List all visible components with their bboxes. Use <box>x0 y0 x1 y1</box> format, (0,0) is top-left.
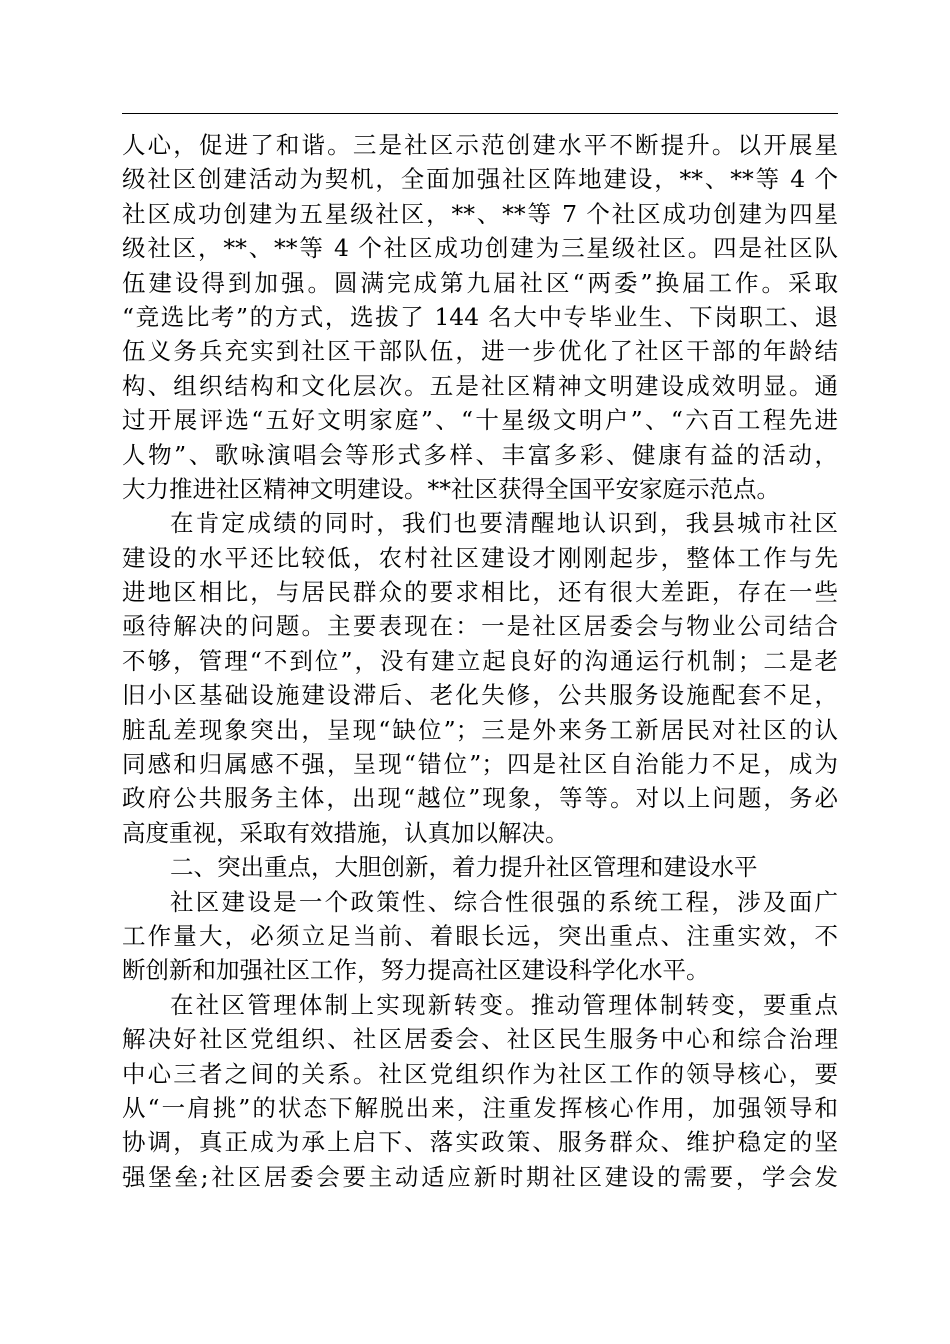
header-rule <box>122 113 838 114</box>
text-line: 从“一肩挑”的状态下解脱出来，注重发挥核心作用，加强领导和 <box>122 1093 838 1122</box>
text-line: 伍义务兵充实到社区干部队伍，进一步优化了社区干部的年龄结 <box>122 337 838 366</box>
text-line: 工作量大，必须立足当前、着眼长远，突出重点、注重实效，不 <box>122 921 838 950</box>
text-line: 建设的水平还比较低，农村社区建设才刚刚起步，整体工作与先 <box>122 543 838 572</box>
text-line: 人物”、歌咏演唱会等形式多样、丰富多彩、健康有益的活动， <box>122 440 838 469</box>
text-line: 旧小区基础设施建设滞后、老化失修，公共服务设施配套不足， <box>122 681 838 710</box>
text-line: 强堡垒;社区居委会要主动适应新时期社区建设的需要，学会发 <box>122 1162 838 1191</box>
text-line: 伍建设得到加强。圆满完成第九届社区“两委”换届工作。采取 <box>122 268 838 297</box>
text-line: 协调，真正成为承上启下、落实政策、服务群众、维护稳定的坚 <box>122 1128 838 1157</box>
text-line: 构、组织结构和文化层次。五是社区精神文明建设成效明显。通 <box>122 371 838 400</box>
text-line: 政府公共服务主体，出现“越位”现象，等等。对以上问题，务必 <box>122 784 838 813</box>
text-line: 高度重视，采取有效措施，认真加以解决。 <box>122 818 569 847</box>
text-line: 同感和归属感不强，呈现“错位”；四是社区自治能力不足，成为 <box>122 750 838 779</box>
text-line: 过开展评选“五好文明家庭”、“十星级文明户”、“六百工程先进 <box>122 406 838 435</box>
text-line: 在肯定成绩的同时，我们也要清醒地认识到，我县城市社区 <box>170 509 838 538</box>
text-line: 社区成功创建为五星级社区，**、**等 7 个社区成功创建为四星 <box>122 199 838 228</box>
text-line: 级社区创建活动为契机，全面加强社区阵地建设，**、**等 4 个 <box>122 165 838 194</box>
text-line: 亟待解决的问题。主要表现在：一是社区居委会与物业公司结合 <box>122 612 838 641</box>
text-line: 中心三者之间的关系。社区党组织作为社区工作的领导核心，要 <box>122 1059 838 1088</box>
text-line: 人心，促进了和谐。三是社区示范创建水平不断提升。以开展星 <box>122 131 838 159</box>
text-line: 进地区相比，与居民群众的要求相比，还有很大差距，存在一些 <box>122 578 838 607</box>
text-line: 大力推进社区精神文明建设。**社区获得全国平安家庭示范点。 <box>122 474 780 503</box>
text-line: 脏乱差现象突出，呈现“缺位”；三是外来务工新居民对社区的认 <box>122 715 838 744</box>
text-line: 在社区管理体制上实现新转变。推动管理体制转变，要重点 <box>170 990 838 1019</box>
text-line: “竞选比考”的方式，选拔了 144 名大中专毕业生、下岗职工、退 <box>122 302 838 331</box>
text-line: 不够，管理“不到位”，没有建立起良好的沟通运行机制；二是老 <box>122 646 838 675</box>
body-text <box>122 128 838 1194</box>
text-line: 断创新和加强社区工作，努力提高社区建设科学化水平。 <box>122 956 710 985</box>
text-line: 社区建设是一个政策性、综合性很强的系统工程，涉及面广 <box>170 887 838 916</box>
text-line: 解决好社区党组织、社区居委会、社区民生服务中心和综合治理 <box>122 1025 838 1054</box>
text-line: 级社区，**、**等 4 个社区成功创建为三星级社区。四是社区队 <box>122 234 838 263</box>
text-line: 二、突出重点，大胆创新，着力提升社区管理和建设水平 <box>170 853 758 882</box>
